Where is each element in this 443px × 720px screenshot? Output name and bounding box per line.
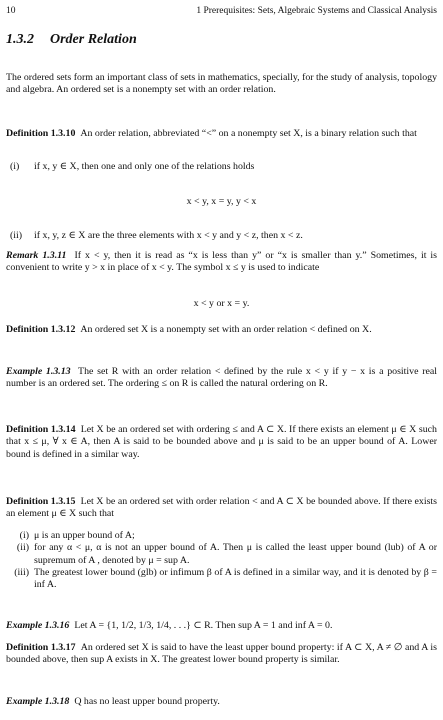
definition-1-3-15 (6, 496, 437, 521)
running-head: 1 Prerequisites: Sets, Algebraic Systems and Classical Analysis (196, 6, 437, 16)
item-text: The greatest lower bound (glb) or infimum β of A is defined in a similar way, and it is denoted by β = inf A. (34, 566, 437, 591)
definition-text: Let X be an ordered set with order relation < and A ⊂ X be bounded above. If there exists an element μ ∈ X such that (6, 496, 438, 520)
definition-text: Let X be an ordered set with ordering ≤ and A ⊂ X. If there exists an element μ ∈ X such that x ≤ μ, ∀ x ∈ A, then A is said to be bounded above and μ is said to be an upper bound of A. Lower bound is defined in a similar way. (6, 424, 437, 460)
definition-label: Definition 1.3.10 (6, 128, 76, 139)
definition-text: An ordered set X is a nonempty set with an order relation < defined on X. (80, 324, 372, 335)
definition-item (6, 542, 437, 567)
example-1-3-18 (6, 696, 437, 708)
definition-text: An order relation, abbreviated “<” on a nonempty set X, is a binary relation such that (80, 128, 417, 139)
example-text: Let A = {1, 1/2, 1/3, 1/4, . . .} ⊂ R. Then sup A = 1 and inf A = 0. (74, 620, 333, 631)
definition-items (6, 530, 437, 591)
definition-label: Definition 1.3.12 (6, 324, 76, 335)
definition-1-3-10 (6, 128, 437, 140)
item-label: (ii) (10, 230, 23, 241)
item-text: if x, y, z ∈ X are the three elements with x < y and y < z, then x < z. (34, 230, 303, 241)
item-label: (iii) (14, 566, 29, 578)
example-1-3-13 (6, 366, 437, 391)
definition-1-3-17 (6, 642, 437, 667)
item-text: if x, y ∈ X, then one and only one of the relations holds (34, 161, 255, 172)
example-1-3-16 (6, 620, 437, 632)
display-equation: x < y, x = y, y < x (186, 196, 257, 207)
definition-item (6, 530, 437, 542)
definition-1-3-12 (6, 324, 437, 336)
display-equation: x < y or x = y. (193, 298, 250, 309)
item-label: (i) (10, 161, 20, 172)
definition-item (6, 567, 437, 592)
definition-label: Definition 1.3.15 (6, 496, 76, 507)
example-label: Example 1.3.16 (6, 620, 70, 631)
item-label: (i) (19, 530, 29, 541)
definition-text: An ordered set X is said to have the least upper bound property: if A ⊂ X, A ≠ ∅ and A is bounded above, then sup A exists in X. The greatest lower bound property is similar. (6, 642, 438, 666)
remark-1-3-11 (6, 250, 437, 275)
example-label: Example 1.3.13 (6, 366, 71, 377)
item-label: (ii) (16, 542, 29, 554)
item-text: μ is an upper bound of A; (34, 530, 135, 541)
example-label: Example 1.3.18 (6, 696, 70, 707)
definition-label: Definition 1.3.17 (6, 642, 76, 653)
remark-label: Remark 1.3.11 (6, 250, 67, 261)
intro-paragraph: The ordered sets form an important class of sets in mathematics, specially, for the study of analysis, topology and algebra. An ordered set is a nonempty set with an order relation. (6, 72, 438, 96)
remark-text: If x < y, then it is read as “x is less than y” or “x is smaller than y.” Sometimes, it is convenient to write y > x in place of x < y. The symbol x ≤ y is used to indicate (6, 250, 438, 274)
definition-label: Definition 1.3.14 (6, 424, 76, 435)
example-text: Q has no least upper bound property. (74, 696, 220, 707)
section-heading (6, 32, 437, 48)
section-title: Order Relation (50, 32, 137, 47)
item-text: for any α < μ, α is not an upper bound of A. Then μ is called the least upper bound (lub) of A or supremum of A , denoted by μ = sup A. (34, 542, 437, 566)
page-number: 10 (6, 6, 16, 16)
definition-item (6, 161, 437, 173)
example-text: The set R with an order relation < defined by the rule x < y if y − x is a positive real number is an ordered set. The ordering ≤ on R is called the natural ordering on R. (6, 366, 437, 390)
definition-item (6, 230, 437, 242)
section-number: 1.3.2 (6, 32, 34, 47)
definition-1-3-14 (6, 424, 437, 461)
